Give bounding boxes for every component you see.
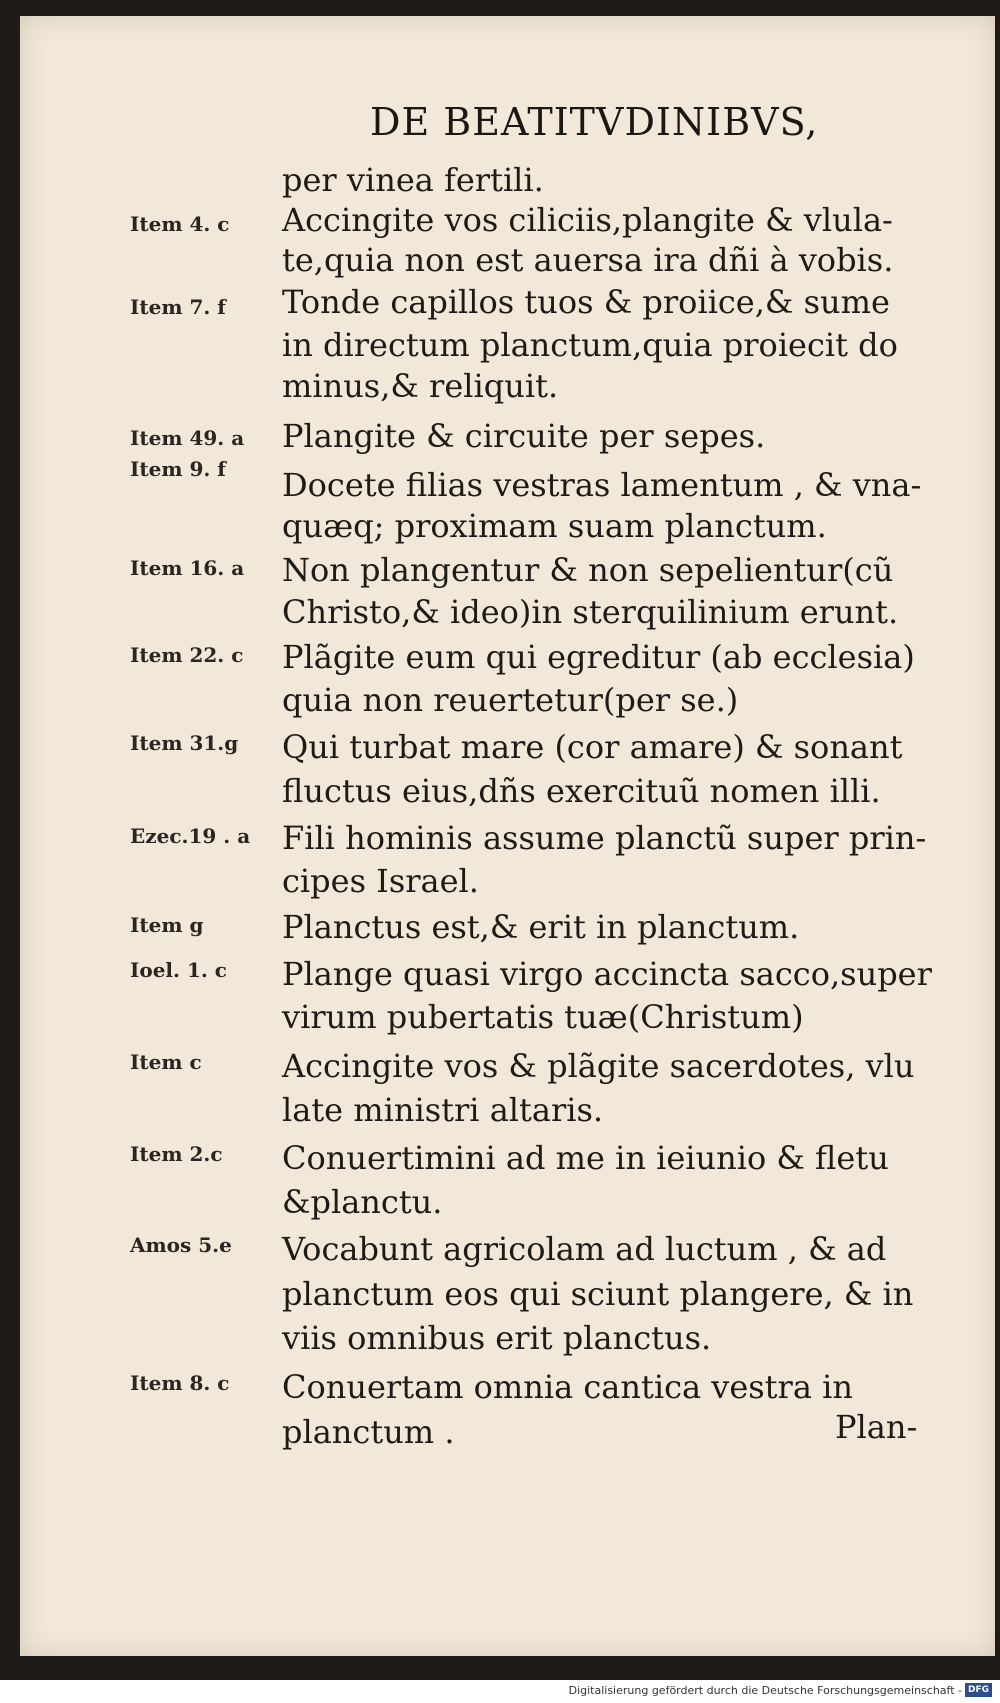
text-line: late ministri altaris. (282, 1091, 604, 1129)
text-line: in directum planctum,quia proiecit do (282, 326, 898, 364)
text-line: Accingite vos ciliciis,plangite & vlula- (282, 201, 893, 239)
text-line: te,quia non est auersa ira dñi à vobis. (282, 241, 894, 279)
text-line: Qui turbat mare (cor amare) & sonant (282, 728, 903, 766)
catchword: Plan- (835, 1408, 918, 1446)
text-line: Vocabunt agricolam ad luctum , & ad (282, 1230, 887, 1268)
text-line: Plange quasi virgo accincta sacco,super (282, 955, 932, 993)
text-line: Plangite & circuite per sepes. (282, 417, 766, 455)
dfg-logo: DFG (965, 1683, 992, 1697)
text-line: cipes Israel. (282, 862, 479, 900)
credit-text: Digitalisierung gefördert durch die Deutsche Forschungsgemeinschaft - (568, 1683, 962, 1697)
text-line: virum pubertatis tuæ(Christum) (282, 998, 804, 1036)
marginal-note: Item 31.g (130, 731, 239, 755)
marginal-note: Item 49. a (130, 426, 245, 450)
text-line: quæq; proximam suam planctum. (282, 507, 827, 545)
text-line: Conuertimini ad me in ieiunio & fletu (282, 1139, 889, 1177)
text-line: Tonde capillos tuos & proiice,& sume (282, 283, 890, 321)
text-line: Non plangentur & non sepelientur(cũ (282, 551, 894, 589)
marginal-note: Ioel. 1. c (130, 958, 227, 982)
marginal-note: Item 2.c (130, 1142, 223, 1166)
text-line: Accingite vos & plãgite sacerdotes, vlu (282, 1047, 915, 1085)
running-head: DE BEATITVDINIBVS, (370, 100, 819, 144)
text-line: viis omnibus erit planctus. (282, 1319, 712, 1357)
text-line: &planctu. (282, 1183, 443, 1221)
marginal-note: Amos 5.e (130, 1233, 232, 1257)
text-line: fluctus eius,dñs exercituũ nomen illi. (282, 772, 881, 810)
digitization-credit (569, 1683, 992, 1697)
text-line: Docete filias vestras lamentum , & vna- (282, 466, 922, 504)
text-line: minus,& reliquit. (282, 367, 559, 405)
text-line: Fili hominis assume planctũ super prin- (282, 819, 927, 857)
marginal-note: Item 4. c (130, 212, 230, 236)
marginal-note: Item 9. f (130, 457, 226, 481)
marginal-note: Item 8. c (130, 1371, 230, 1395)
text-line: planctum . (282, 1413, 455, 1451)
marginal-note: Item 16. a (130, 556, 245, 580)
text-line: quia non reuertetur(per se.) (282, 681, 739, 719)
text-line: Conuertam omnia cantica vestra in (282, 1368, 853, 1406)
marginal-note: Item g (130, 913, 204, 937)
marginal-note: Item 22. c (130, 643, 244, 667)
text-line: Christo,& ideo)in sterquilinium erunt. (282, 593, 899, 631)
book-page (20, 16, 995, 1656)
text-line: Planctus est,& erit in planctum. (282, 908, 800, 946)
marginal-note: Ezec.19 . a (130, 824, 251, 848)
marginal-note: Item c (130, 1050, 202, 1074)
marginal-note: Item 7. f (130, 295, 226, 319)
text-line: per vinea fertili. (282, 161, 544, 199)
text-line: Plãgite eum qui egreditur (ab ecclesia) (282, 638, 915, 676)
text-line: planctum eos qui sciunt plangere, & in (282, 1275, 914, 1313)
